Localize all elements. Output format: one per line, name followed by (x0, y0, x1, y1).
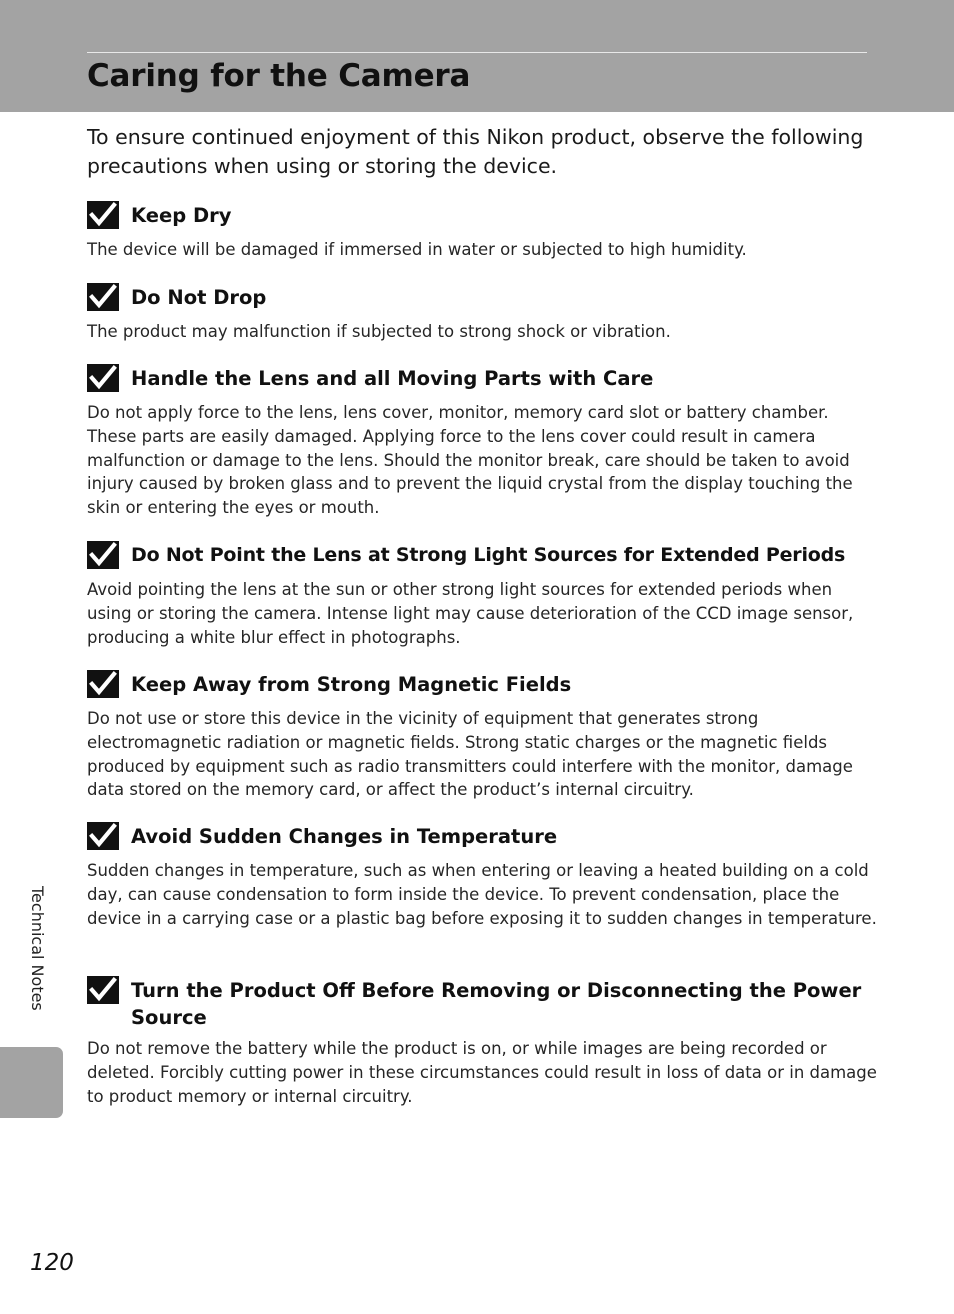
section-title: Keep Away from Strong Magnetic Fields (131, 673, 572, 696)
checkmark-icon (87, 201, 119, 229)
page-title: Caring for the Camera (87, 58, 471, 94)
section-keep-dry (87, 200, 877, 262)
section-heading (87, 975, 877, 1031)
checkmark-icon (87, 822, 119, 850)
section-heading (87, 540, 877, 572)
section-title: Do Not Point the Lens at Strong Light Sources for Extended Periods (131, 544, 846, 566)
section-body: Do not apply force to the lens, lens cover, monitor, memory card slot or battery chamber. These parts are easily damaged. Applying force to the lens cover could result in camera malfunction or damage to the lens. Should the monitor break, care should be taken to avoid injury caused by broken glass and to prevent the liquid crystal from the display touching the skin or entering the eyes or mouth. (87, 403, 853, 518)
section-title: Keep Dry (131, 204, 232, 227)
section-strong-light (87, 540, 877, 649)
section-title: Avoid Sudden Changes in Temperature (131, 825, 558, 848)
section-body: Do not use or store this device in the vicinity of equipment that generates strong electromagnetic radiation or magnetic fields. Strong static charges or the magnetic fields produced by equipment such as radio transmitters could interfere with the monitor, damage data stored on the memory card, or affect the product’s internal circuitry. (87, 709, 853, 800)
section-title: Handle the Lens and all Moving Parts with Care (131, 367, 654, 390)
header-rule (87, 52, 867, 53)
header-band (0, 0, 954, 112)
chapter-side-label: Technical Notes (28, 886, 47, 1011)
section-body: Avoid pointing the lens at the sun or other strong light sources for extended periods when using or storing the camera. Intense light may cause deterioration of the CCD image sensor, producing a white blur effect in photographs. (87, 580, 854, 647)
checkmark-icon (87, 976, 119, 1004)
section-title: Turn the Product Off Before Removing or Disconnecting the Power Source (131, 979, 862, 1029)
section-magnetic-fields (87, 669, 877, 802)
section-do-not-drop (87, 282, 877, 344)
intro-paragraph: To ensure continued enjoyment of this Nikon product, observe the following precautions when using or storing the device. (87, 125, 864, 178)
section-title: Do Not Drop (131, 286, 267, 309)
section-power-source (87, 975, 877, 1108)
section-body: Do not remove the battery while the product is on, or while images are being recorded or deleted. Forcibly cutting power in these circumstances could result in loss of data or in damage to product memory or internal circuitry. (87, 1039, 877, 1106)
section-heading (87, 363, 877, 395)
section-body: Sudden changes in temperature, such as when entering or leaving a heated building on a cold day, can cause condensation to form inside the device. To prevent condensation, place the device in a carrying case or a plastic bag before exposing it to sudden changes in temperature. (87, 861, 877, 928)
section-body: The product may malfunction if subjected to strong shock or vibration. (87, 322, 671, 341)
page-number: 120 (30, 1250, 74, 1276)
checkmark-icon (87, 670, 119, 698)
section-body: The device will be damaged if immersed in water or subjected to high humidity. (87, 240, 747, 259)
checkmark-icon (87, 364, 119, 392)
section-heading (87, 821, 877, 853)
checkmark-icon (87, 283, 119, 311)
section-heading (87, 200, 877, 232)
chapter-tab (0, 1047, 63, 1118)
section-temperature (87, 821, 877, 930)
section-heading (87, 282, 877, 314)
section-heading (87, 669, 877, 701)
section-handle-lens (87, 363, 877, 520)
checkmark-icon (87, 541, 119, 569)
